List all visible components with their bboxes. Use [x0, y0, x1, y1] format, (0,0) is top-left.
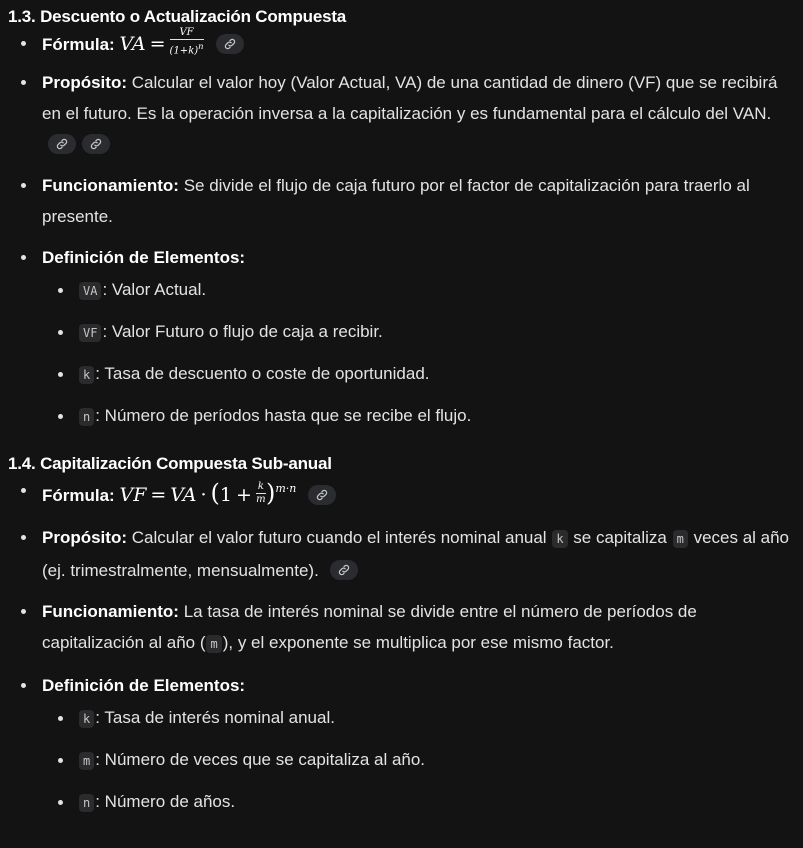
variable-code: VF: [79, 324, 101, 342]
definition-text: : Tasa de descuento o coste de oportunidad.: [95, 364, 430, 383]
formula-lhs: VF: [119, 484, 147, 506]
definition-item: [42, 789, 793, 816]
formula-fraction: [170, 28, 204, 56]
formula-one: 1: [219, 484, 232, 506]
operation-item: [8, 170, 793, 232]
fraction-numerator: VF: [170, 28, 204, 40]
purpose-item: [8, 67, 793, 160]
denominator-base: (1+k): [169, 45, 199, 57]
formula-va: VA: [170, 484, 197, 506]
link-icon: [315, 488, 329, 502]
purpose-label: Propósito:: [42, 528, 127, 547]
variable-code: n: [79, 794, 94, 812]
link-icon: [55, 137, 69, 151]
section-title: 1.4. Capitalización Compuesta Sub-anual: [8, 454, 332, 473]
operation-text: Se divide el flujo de caja futuro por el factor de capitalización para traerlo al presente.: [42, 176, 750, 226]
purpose-text: Calcular el valor hoy (Valor Actual, VA) de una cantidad de dinero (VF) que se recibirá en el futuro. Es la operación inversa a la capitalización y es fundamental para el cálculo del VAN.: [42, 73, 778, 123]
open-paren: (: [210, 479, 220, 507]
bullet-list: [8, 28, 793, 430]
formula-lhs: VA: [119, 33, 146, 55]
operation-label: Funcionamiento:: [42, 176, 179, 195]
source-link-button[interactable]: [308, 485, 336, 505]
purpose-item: [8, 522, 793, 586]
definition-item: [42, 319, 793, 346]
operation-label: Funcionamiento:: [42, 602, 179, 621]
variable-code: m: [79, 752, 94, 770]
definition-item: [42, 403, 793, 430]
definition-text: : Valor Futuro o flujo de caja a recibir.: [102, 322, 383, 341]
formula-dot: ·: [200, 484, 207, 506]
fraction-denominator: m: [256, 493, 266, 505]
definitions-list: [42, 277, 793, 430]
denominator-exponent: n: [198, 40, 204, 51]
source-link-button[interactable]: [48, 134, 76, 154]
purpose-text: Calcular el valor futuro cuando el interés nominal anual: [131, 528, 547, 547]
operation-text: La tasa de interés nominal se divide entre el número de períodos de capitalización al año (: [42, 602, 697, 652]
definitions-item: [8, 242, 793, 430]
variable-code: k: [79, 366, 94, 384]
definitions-item: [8, 670, 793, 816]
variable-code: m: [206, 635, 221, 653]
definition-text: : Número de veces que se capitaliza al año.: [95, 750, 426, 769]
definition-item: [42, 705, 793, 732]
source-link-button[interactable]: [330, 560, 358, 580]
link-icon: [89, 137, 103, 151]
definitions-list: [42, 705, 793, 816]
variable-code: k: [79, 710, 94, 728]
section-capitalizacion-subanual: [8, 453, 793, 816]
purpose-text: se capitaliza: [573, 528, 667, 547]
formula-eq: =: [149, 33, 166, 55]
formula: [119, 26, 209, 57]
definition-text: : Tasa de interés nominal anual.: [95, 708, 335, 727]
definition-text: : Número de años.: [95, 792, 236, 811]
operation-item: [8, 596, 793, 660]
definition-text: : Número de períodos hasta que se recibe el flujo.: [95, 406, 472, 425]
link-icon: [223, 37, 237, 51]
source-link-button[interactable]: [216, 34, 244, 54]
formula-item: [8, 28, 793, 61]
formula-fraction: [256, 482, 266, 505]
formula-label: Fórmula:: [42, 35, 115, 54]
definition-item: [42, 361, 793, 388]
definition-item: [42, 277, 793, 304]
operation-text: ), y el exponente se multiplica por ese mismo factor.: [222, 633, 614, 652]
section-title: 1.3. Descuento o Actualización Compuesta: [8, 7, 347, 26]
source-link-button[interactable]: [82, 134, 110, 154]
variable-code: n: [79, 408, 94, 426]
definitions-label: Definición de Elementos:: [42, 676, 246, 695]
definitions-label: Definición de Elementos:: [42, 248, 246, 267]
fraction-numerator: k: [257, 480, 264, 492]
purpose-label: Propósito:: [42, 73, 127, 92]
purpose-text: veces al año (ej. trimestralmente, mensualmente).: [42, 528, 790, 580]
variable-code: k: [552, 530, 567, 548]
formula: [119, 479, 302, 507]
formula-exponent: m·n: [275, 482, 297, 495]
formula-plus: +: [235, 484, 252, 506]
variable-code: m: [673, 530, 688, 548]
formula-eq: =: [150, 484, 167, 506]
variable-code: VA: [79, 282, 101, 300]
definition-item: [42, 747, 793, 774]
formula-item: [8, 475, 793, 516]
definition-text: : Valor Actual.: [102, 280, 207, 299]
close-paren: ): [265, 479, 276, 507]
section-descuento: [8, 6, 793, 430]
formula-label: Fórmula:: [42, 486, 115, 505]
bullet-list: [8, 475, 793, 816]
link-icon: [337, 563, 351, 577]
fraction-denominator: [170, 40, 204, 56]
